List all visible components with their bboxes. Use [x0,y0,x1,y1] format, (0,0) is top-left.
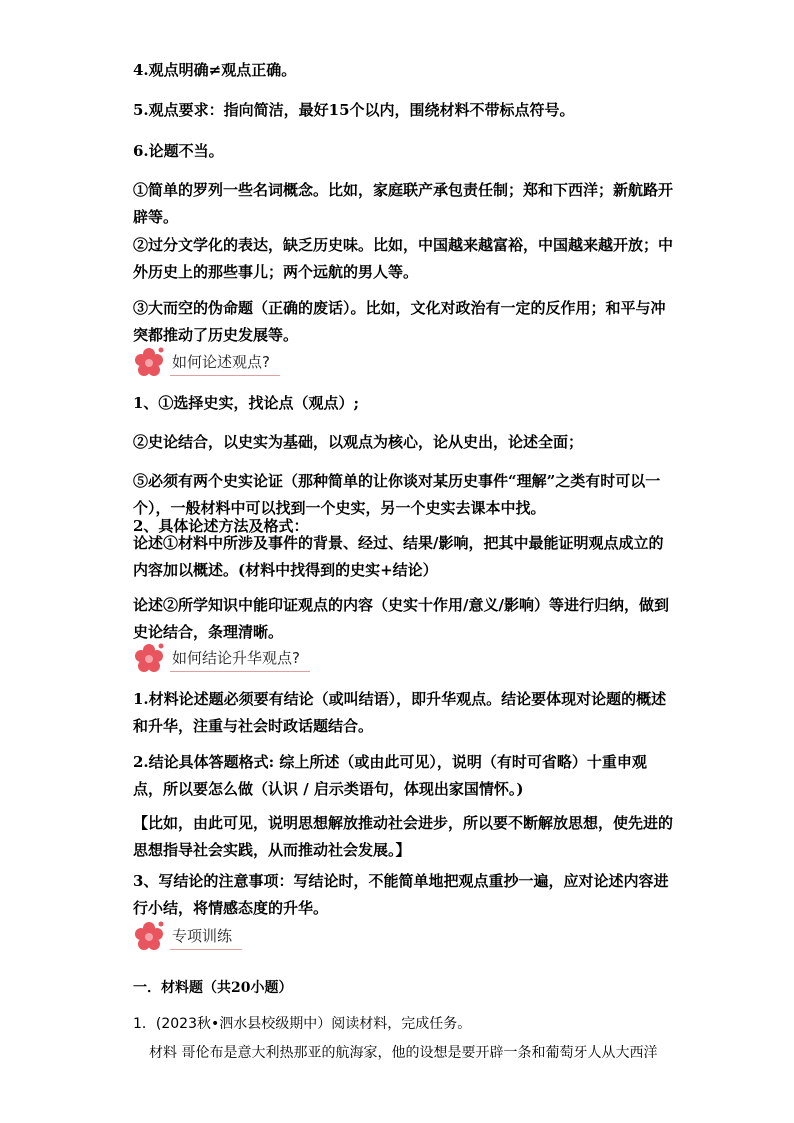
point-6: 6.论题不当。 [133,142,224,160]
flower-icon [132,641,166,675]
argue-format-1: 论述①材料中所涉及事件的背景、经过、结果/影响，把其中最能证明观点成立的内容加以概述。(材料中找得到的史实+结论） [133,534,664,579]
section-title: 如何结论升华观点? [170,645,310,672]
conclude-1: 1.材料论述题必须要有结论（或叫结语），即升华观点。结论要体现对论题的概述和升华，注重与社会时政话题结合。 [133,690,667,735]
point-6-3: ③大而空的伪命题（正确的废话）。比如，文化对政治有一定的反作用；和平与冲突都推动了历史发展等。 [133,299,666,344]
conclude-2: 2.结论具体答题格式: 综上所述（或由此可见），说明（有时可省略）十重申观点，所以要怎么做（认识 / 启示类语句，体现出家国情怀。) [133,753,647,798]
point-4: 4.观点明确≠观点正确。 [133,61,297,79]
section-title: 专项训练 [170,923,242,950]
point-6-1: ①简单的罗列一些名词概念。比如，家庭联产承包责任制；郑和下西洋；新航路开辟等。 [133,181,674,226]
argue-format-title: 2、具体论述方法及格式： [133,517,309,535]
point-6-2: ②过分文学化的表达，缺乏历史味。比如，中国越来越富裕，中国越来越开放；中外历史上的那些事儿；两个远航的男人等。 [133,236,674,281]
flower-icon [132,345,166,379]
section-header-training [132,920,242,952]
flower-icon [132,919,166,953]
question-1-material: 材料 哥伦布是意大利热那亚的航海家，他的设想是要开辟一条和葡萄牙人从大西洋 [149,1045,658,1061]
training-heading: 一．材料题（共20小题） [133,980,293,996]
section-header-conclude [132,642,310,674]
question-1: 1．(2023秋•泗水县校级期中）阅读材料，完成任务。 [133,1016,472,1032]
conclude-4: 3、写结论的注意事项：写结论时，不能简单地把观点重抄一遍，应对论述内容进行小结，将情感态度的升华。 [133,872,669,917]
argue-format-2: 论述②所学知识中能印证观点的内容（史实十作用/意义/影响）等进行归纳，做到史论结合，条理清晰。 [133,596,669,641]
section-header-argue [132,346,280,378]
point-5: 5.观点要求：指向简洁，最好15个以内，围绕材料不带标点符号。 [133,101,575,119]
conclude-3: 【比如，由此可见，说明思想解放推动社会进步，所以要不断解放思想，使先进的思想指导社会实践，从而推动社会发展。】 [133,814,674,859]
argue-step-3: ⑤必须有两个史实论证（那种简单的让你谈对某历史事件“理解”之类有时可以一个），一般材料中可以找到一个史实，另一个史实去课本中找。 [133,472,661,517]
argue-step-1: 1、①选择史实，找论点（观点）; [133,394,359,412]
argue-step-2: ②史论结合，以史实为基础，以观点为核心，论从史出，论述全面； [133,433,584,451]
section-title: 如何论述观点? [170,349,280,376]
